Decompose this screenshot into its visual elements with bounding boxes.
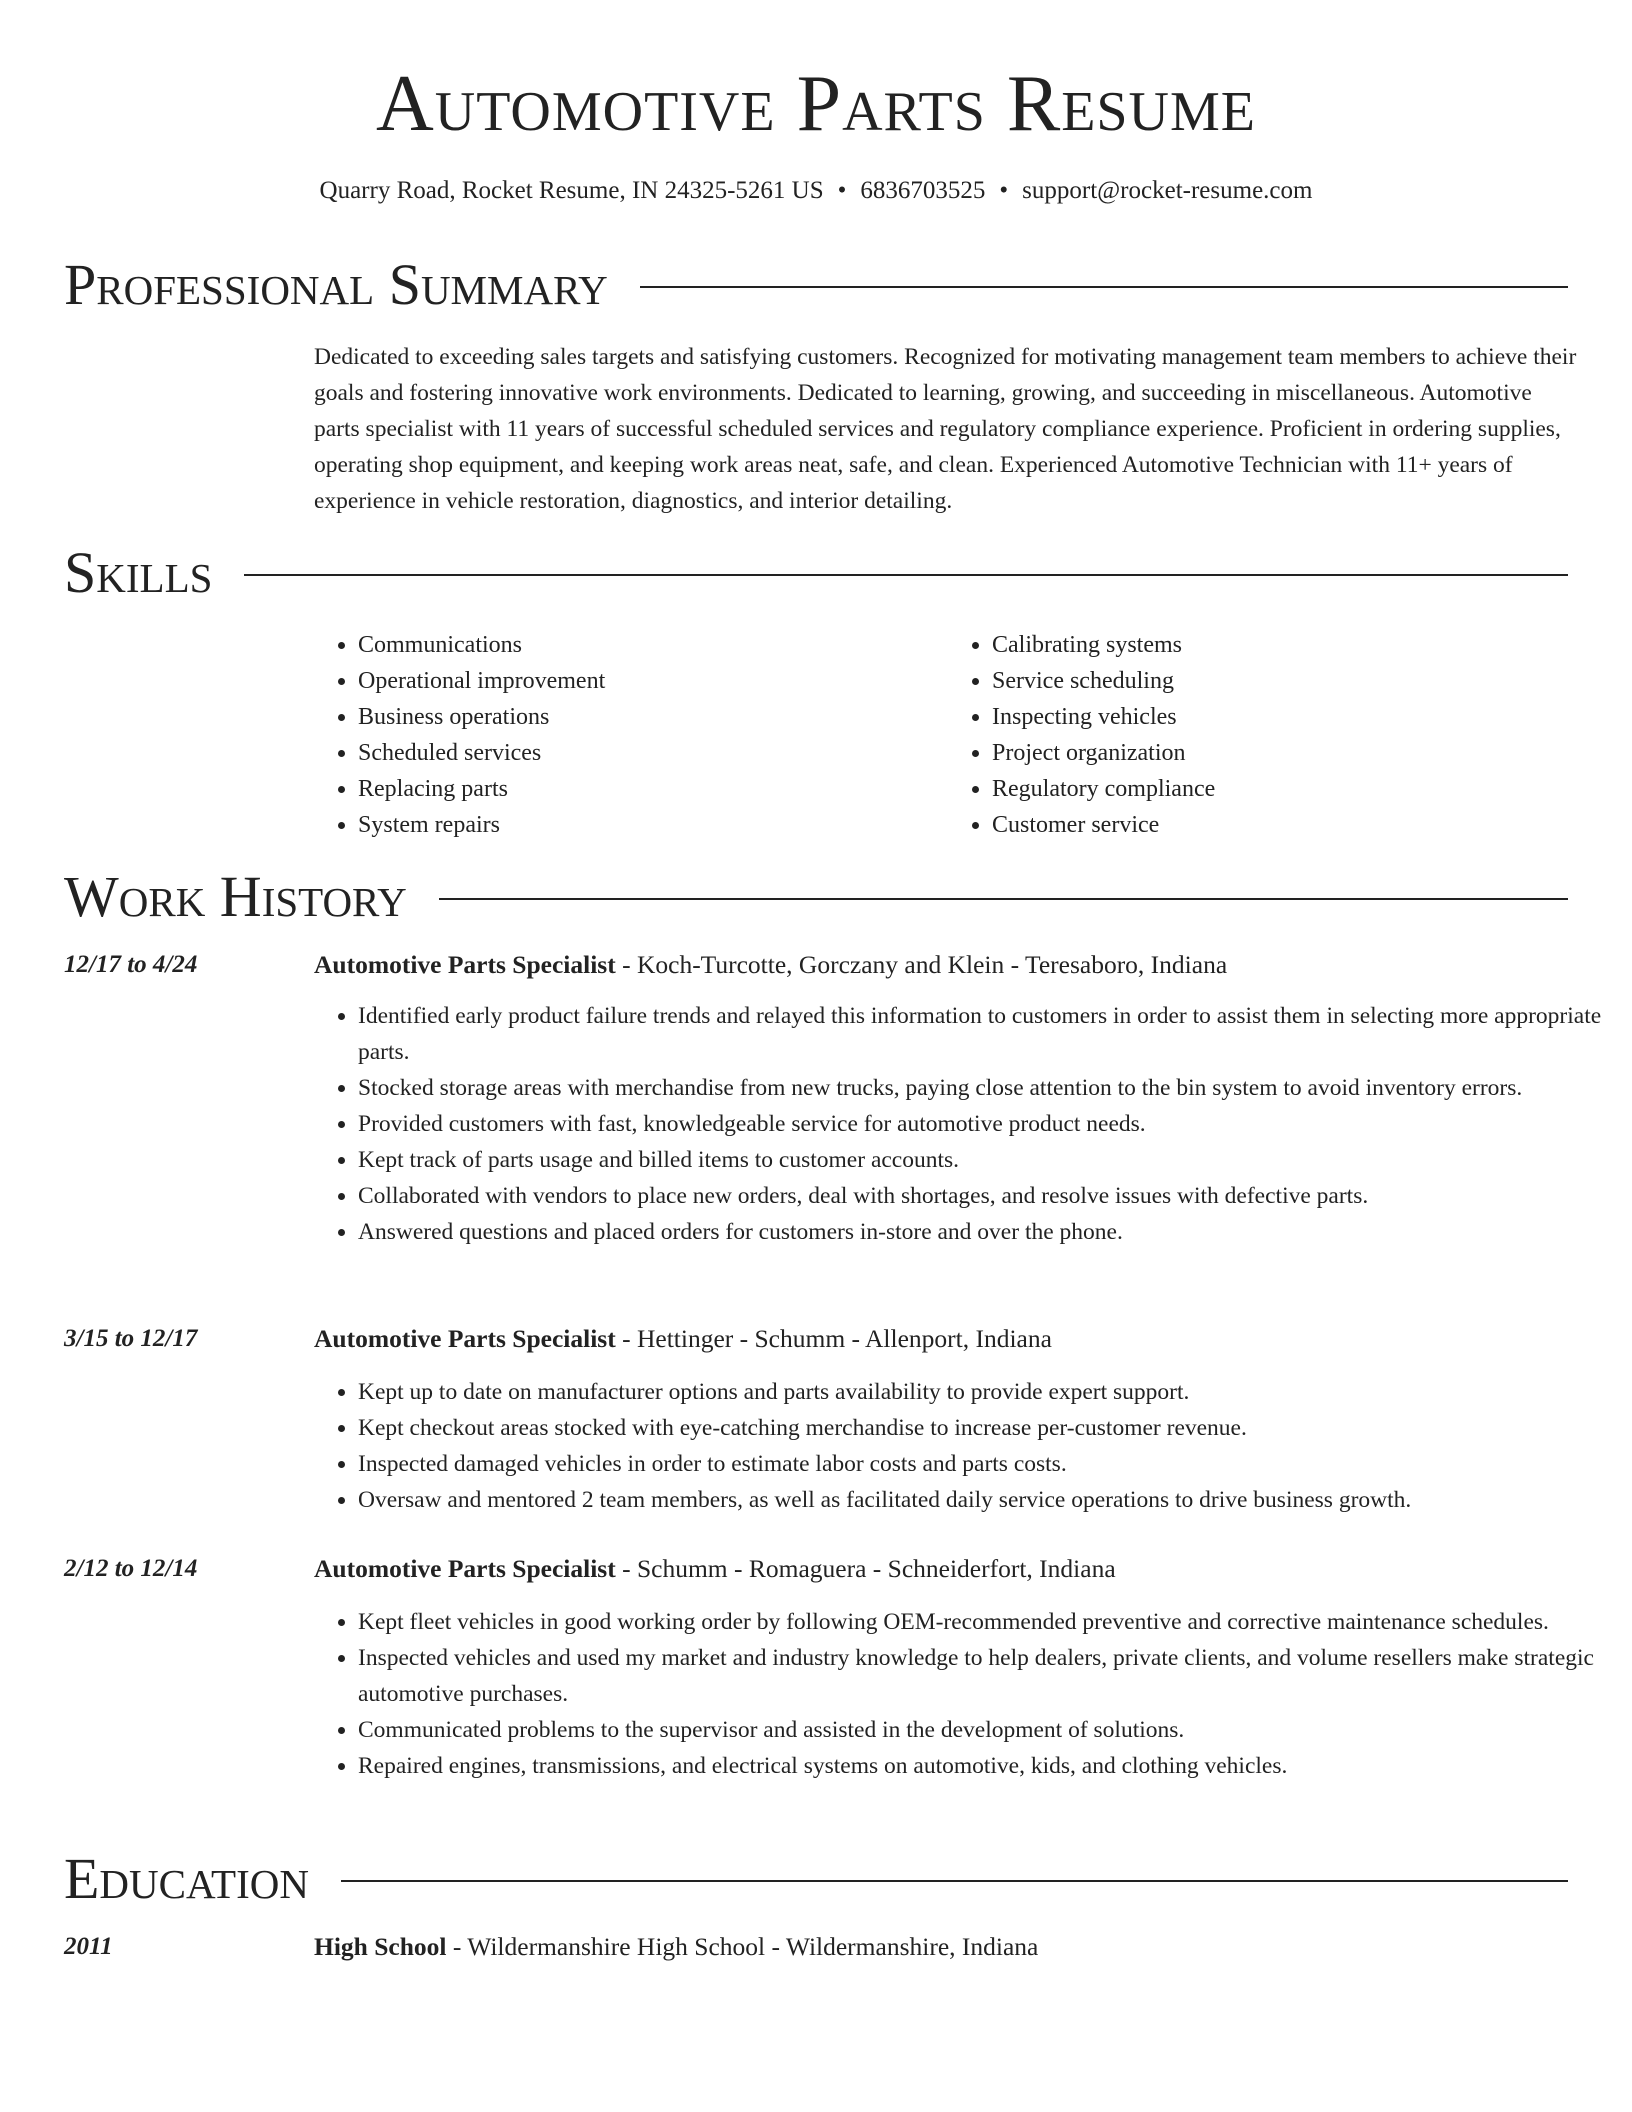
education-degree: High School [314,1932,447,1961]
contact-line [0,174,1632,208]
job-bullet: • Collaborated with vendors to place new orders, deal with shortages, and resolve issues with defective parts. [358,1178,1626,1214]
job-heading [314,1322,1052,1356]
job-bullet: • Inspected vehicles and used my market and industry knowledge to help dealers, private clients, and volume resellers make strategic automotive purchases. [358,1640,1626,1712]
job-employer: - Koch-Turcotte, Gorczany and Klein - Teresaboro, Indiana [615,950,1228,979]
contact-phone: 6836703525 [860,177,986,204]
job-title: Automotive Parts Specialist [314,950,616,979]
education-heading-line [314,1930,1038,1964]
job-bullet: • Kept up to date on manufacturer options and parts availability to provide expert support. [358,1374,1626,1410]
job-employer: - Hettinger - Schumm - Allenport, Indiana [615,1324,1052,1353]
skill-item: • Regulatory compliance [992,771,1582,807]
job-bullets [314,1374,1626,1518]
job-employer: - Schumm - Romaguera - Schneiderfort, Indiana [615,1554,1116,1583]
education-school: - Wildermanshire High School - Wildermanshire, Indiana [446,1932,1039,1961]
job-bullet: • Repaired engines, transmissions, and electrical systems on automotive, kids, and clothing vehicles. [358,1748,1626,1784]
skill-item: • Calibrating systems [992,627,1582,663]
skills-column-right [948,627,1582,843]
section-divider [244,574,1568,576]
section-divider [439,898,1568,900]
skill-item: • Service scheduling [992,663,1582,699]
skills-section-header [64,540,1568,606]
resume-title: Automotive Parts Resume [375,60,1256,148]
job-bullet: • Kept track of parts usage and billed items to customer accounts. [358,1142,1626,1178]
job-bullet: • Kept checkout areas stocked with eye-catching merchandise to increase per-customer revenue. [358,1410,1626,1446]
education-section-header [64,1846,1568,1912]
skill-item: • Customer service [992,807,1582,843]
skill-item: • Operational improvement [358,663,948,699]
job-dates: 3/15 to 12/17 [64,1325,198,1352]
education-year: 2011 [64,1933,113,1960]
job-dates: 12/17 to 4/24 [64,951,198,978]
job-dates: 2/12 to 12/14 [64,1555,198,1582]
skill-item: • Scheduled services [358,735,948,771]
skills-column-left [314,627,948,843]
job-title: Automotive Parts Specialist [314,1324,616,1353]
job-bullet: • Oversaw and mentored 2 team members, as well as facilitated daily service operations to drive business growth. [358,1482,1626,1518]
skill-item: • Communications [358,627,948,663]
job-heading [314,1552,1116,1586]
section-divider [640,286,1568,288]
summary-text: Dedicated to exceeding sales targets and satisfying customers. Recognized for motivating management team members to achieve their goals and fostering innovative work environments. Dedicated to learning, growing, and succeeding in miscellaneous. Automotive parts specialist with 11 years of successful scheduled services and regulatory compliance experience. Proficient in ordering supplies, operating shop equipment, and keeping work areas neat, safe, and clean. Experienced Automotive Technician with 11+ years of experience in vehicle restoration, diagnostics, and interior detailing. [314,344,1577,514]
job-bullet: • Provided customers with fast, knowledgeable service for automotive product needs. [358,1106,1626,1142]
job-bullet: • Kept fleet vehicles in good working order by following OEM-recommended preventive and corrective maintenance schedules. [358,1604,1626,1640]
job-title: Automotive Parts Specialist [314,1554,616,1583]
education-heading: Education [64,1846,309,1911]
work-heading: Work History [64,864,407,929]
skill-item: • Inspecting vehicles [992,699,1582,735]
contact-separator: • [837,177,847,204]
job-bullets [314,998,1626,1250]
job-bullets [314,1604,1626,1784]
contact-separator: • [999,177,1009,204]
job-bullet: • Identified early product failure trends and relayed this information to customers in order to assist them in selecting more appropriate parts. [358,998,1626,1070]
contact-address: Quarry Road, Rocket Resume, IN 24325-5261 US [319,177,824,204]
skill-item: • Replacing parts [358,771,948,807]
job-bullet: • Stocked storage areas with merchandise from new trucks, paying close attention to the bin system to avoid inventory errors. [358,1070,1626,1106]
summary-section-header [64,252,1568,318]
job-heading [314,948,1227,982]
job-bullet: • Inspected damaged vehicles in order to estimate labor costs and parts costs. [358,1446,1626,1482]
job-bullet: • Communicated problems to the supervisor and assisted in the development of solutions. [358,1712,1626,1748]
skills-heading: Skills [64,540,213,605]
summary-heading: Professional Summary [64,252,608,317]
job-bullet: • Answered questions and placed orders for customers in-store and over the phone. [358,1214,1626,1250]
skill-item: • Business operations [358,699,948,735]
work-section-header [64,864,1568,930]
contact-email: support@rocket-resume.com [1022,177,1313,204]
skill-item: • System repairs [358,807,948,843]
skill-item: • Project organization [992,735,1582,771]
section-divider [341,1880,1568,1882]
skills-list [314,627,1582,843]
